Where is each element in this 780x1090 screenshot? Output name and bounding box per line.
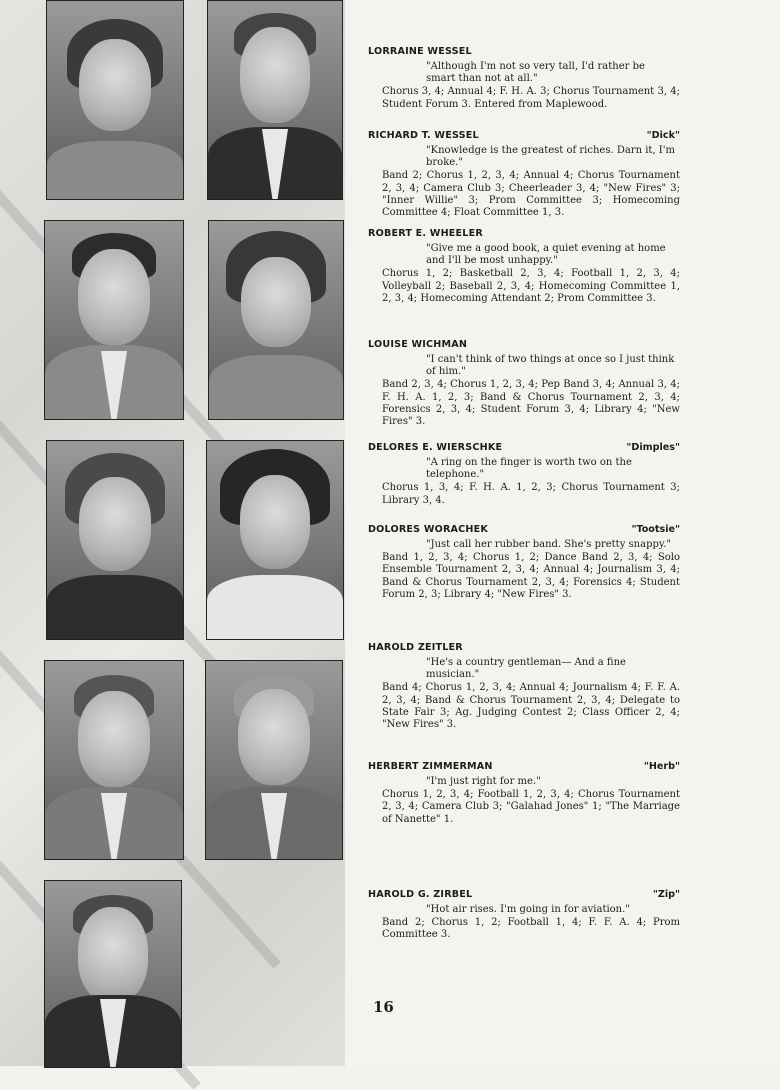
student-quote: "Although I'm not so very tall, I'd rather be smart than not at all.": [426, 61, 645, 85]
portrait-harold-zeitler: [44, 660, 184, 860]
portrait-louise-wichman: [208, 220, 344, 420]
student-entry: [368, 524, 680, 601]
student-name: ROBERT E. WHEELER: [368, 228, 483, 239]
student-entry: [368, 339, 680, 428]
student-quote: "Knowledge is the greatest of riches. Darn it, I'm broke.": [426, 145, 675, 169]
student-activities: Chorus 1, 2, 3, 4; Football 1, 2, 3, 4; Chorus Tournament 2, 3, 4; Camera Club 3; "Galahad Jones" 1; "The Marriage of Nanette" 1.: [382, 789, 680, 825]
student-quote: "Just call her rubber band. She's pretty snappy.": [426, 539, 671, 550]
student-entry: [368, 889, 680, 942]
portrait-harold-zirbel: [44, 880, 182, 1068]
student-activities: Band 2; Chorus 1, 2; Football 1, 4; F. F. A. 4; Prom Committee 3.: [382, 917, 680, 941]
student-name: DELORES E. WIERSCHKE: [368, 442, 503, 453]
student-quote: "I'm just right for me.": [426, 776, 541, 787]
student-nickname: "Dick": [646, 130, 680, 141]
student-name: HAROLD ZEITLER: [368, 642, 463, 653]
student-entry: [368, 642, 680, 731]
page-number: 16: [373, 998, 394, 1016]
student-nickname: "Zip": [652, 889, 680, 900]
student-activities: Chorus 3, 4; Annual 4; F. H. A. 3; Chorus Tournament 3, 4; Student Forum 3. Entered from Maplewood.: [382, 86, 680, 110]
student-activities: Band 2; Chorus 1, 2, 3, 4; Annual 4; Chorus Tournament 2, 3, 4; Camera Club 3; Cheerleader 3, 4; "New Fires" 3; "Inner Willie" 3; Prom Committee 3; Homecoming Committee 4; Float Committee 1, 3.: [382, 170, 680, 219]
portrait-herbert-zimmerman: [205, 660, 343, 860]
student-entry: [368, 442, 680, 507]
student-nickname: "Herb": [643, 761, 680, 772]
student-quote: "Hot air rises. I'm going in for aviation.": [426, 904, 630, 915]
student-entry: [368, 46, 680, 111]
student-quote: "Give me a good book, a quiet evening at home and I'll be most unhappy.": [426, 243, 666, 267]
portrait-lorraine-wessel: [46, 0, 184, 200]
portrait-robert-wheeler: [44, 220, 184, 420]
student-name: LORRAINE WESSEL: [368, 46, 472, 57]
student-quote: "I can't think of two things at once so I just think of him.": [426, 354, 675, 378]
student-activities: Band 2, 3, 4; Chorus 1, 2, 3, 4; Pep Band 3, 4; Annual 3, 4; F. H. A. 1, 2, 3; Band & Chorus Tournament 2, 3, 4; Forensics 2, 3, 4; Student Forum 3, 4; Library 4; "New Fires" 3.: [382, 379, 680, 428]
student-nickname: "Tootsie": [631, 524, 680, 535]
portrait-richard-wessel: [207, 0, 343, 200]
student-entry: [368, 228, 680, 305]
student-activities: Chorus 1, 2; Basketball 2, 3, 4; Football 1, 2, 3, 4; Volleyball 2; Baseball 2, 3, 4; Homecoming Committee 1, 2, 3, 4; Homecoming Attendant 2; Prom Committee 3.: [382, 268, 680, 304]
student-activities: Band 4; Chorus 1, 2, 3, 4; Annual 4; Journalism 4; F. F. A. 2, 3, 4; Band & Chorus Tournament 2, 3, 4; Delegate to State Fair 3; Ag. Judging Contest 2; Class Officer 2, 4; "New Fires" 3.: [382, 682, 680, 731]
student-name: DOLORES WORACHEK: [368, 524, 489, 535]
student-entry: [368, 130, 680, 219]
student-name: HAROLD G. ZIRBEL: [368, 889, 473, 900]
portrait-dolores-worachek: [206, 440, 344, 640]
student-name: LOUISE WICHMAN: [368, 339, 468, 350]
portrait-delores-wierschke: [46, 440, 184, 640]
photo-column: [0, 0, 345, 1066]
student-entry: [368, 761, 680, 826]
student-activities: Band 1, 2, 3, 4; Chorus 1, 2; Dance Band 2, 3, 4; Solo Ensemble Tournament 2, 3, 4; Annual 4; Journalism 3, 4; Band & Chorus Tournament 2, 3, 4; Forensics 4; Student Forum 2, 3; Library 4; "New Fires" 3.: [382, 552, 680, 600]
student-nickname: "Dimples": [626, 442, 680, 453]
student-quote: "He's a country gentleman— And a fine musician.": [426, 657, 626, 681]
student-quote: "A ring on the finger is worth two on the telephone.": [426, 457, 632, 481]
student-activities: Chorus 1, 3, 4; F. H. A. 1, 2, 3; Chorus Tournament 3; Library 3, 4.: [382, 482, 680, 506]
student-name: HERBERT ZIMMERMAN: [368, 761, 493, 772]
student-name: RICHARD T. WESSEL: [368, 130, 479, 141]
